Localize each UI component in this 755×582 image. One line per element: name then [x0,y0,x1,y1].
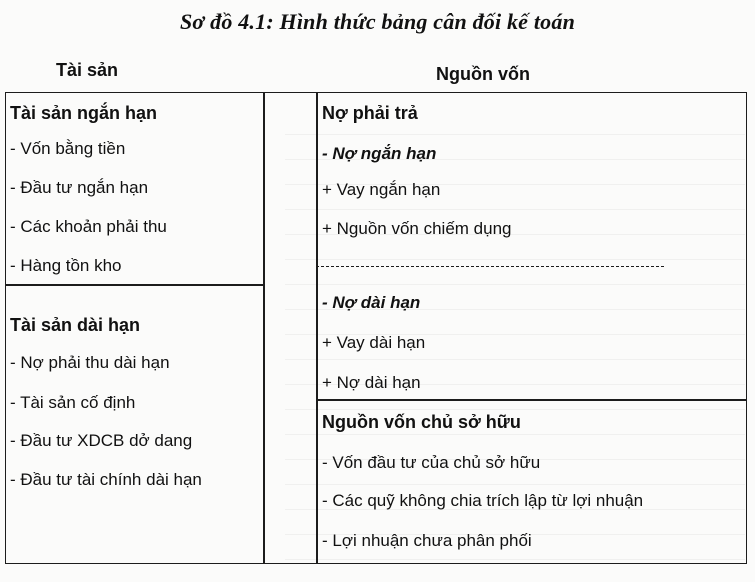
long-term-asset-item: - Đầu tư tài chính dài hạn [10,470,202,489]
long-term-liability-item: + Nợ dài hạn [322,373,421,392]
owners-equity-title: Nguồn vốn chủ sở hữu [322,412,521,432]
diagram-title: Sơ đồ 4.1: Hình thức bảng cân đối kế toán [179,9,575,34]
long-term-asset-item: - Tài sản cố định [10,393,136,412]
assets-header: Tài sản [56,60,119,80]
long-term-asset-item: - Đầu tư XDCB dở dang [10,431,193,450]
long-term-asset-item: - Nợ phải thu dài hạn [10,353,170,372]
assets-section-divider [5,284,264,286]
short-term-liability-item: + Nguồn vốn chiếm dụng [322,219,512,238]
right-divider [316,92,318,564]
liabilities-dashed-divider [316,266,664,267]
capital-sources-header: Nguồn vốn [436,64,530,84]
long-term-assets-title: Tài sản dài hạn [10,315,141,335]
short-term-asset-item: - Các khoản phải thu [10,217,167,236]
short-term-liability-item: + Vay ngắn hạn [322,180,441,199]
capital-section-divider [316,399,747,401]
equity-item: - Lợi nhuận chưa phân phối [322,531,532,550]
short-term-assets-title: Tài sản ngắn hạn [10,103,158,123]
liabilities-title: Nợ phải trả [322,103,418,123]
long-term-liabilities-title: - Nợ dài hạn [322,293,421,312]
left-divider [263,92,265,564]
short-term-liabilities-title: - Nợ ngắn hạn [322,144,437,163]
short-term-asset-item: - Vốn bằng tiền [10,139,126,158]
short-term-asset-item: - Đầu tư ngắn hạn [10,178,149,197]
short-term-asset-item: - Hàng tồn kho [10,256,122,275]
equity-item: - Các quỹ không chia trích lập từ lợi nhuận [322,491,644,510]
equity-item: - Vốn đầu tư của chủ sở hữu [322,453,541,472]
long-term-liability-item: + Vay dài hạn [322,333,426,352]
